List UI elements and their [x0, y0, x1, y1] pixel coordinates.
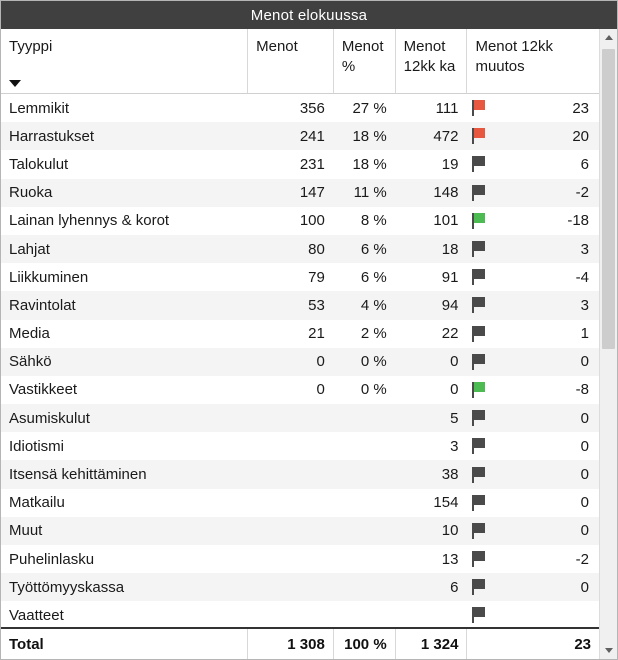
cell-percent: 27 %	[352, 99, 387, 117]
cell-type: Harrastukset	[9, 127, 95, 145]
column-header-percent[interactable]	[333, 29, 395, 93]
cell-percent	[333, 489, 395, 517]
total-row	[1, 627, 599, 659]
column-header-average-line2: 12kk ka	[403, 58, 456, 76]
table-row[interactable]	[1, 263, 599, 291]
cell-change-value: 1	[580, 325, 590, 343]
cell-average: 0	[450, 381, 459, 399]
flag-gray-icon	[472, 494, 490, 512]
table-row[interactable]	[1, 320, 599, 348]
cell-menot	[247, 460, 333, 488]
total-average: 1 324	[395, 629, 467, 659]
cell-type: Lemmikit	[9, 99, 70, 117]
cell-average: 154	[433, 494, 459, 512]
flag-gray-icon	[472, 409, 490, 427]
cell-type: Muut	[9, 522, 43, 540]
cell-change-value: 23	[572, 99, 590, 117]
cell-percent	[333, 432, 395, 460]
cell-average: 38	[441, 466, 459, 484]
cell-change	[466, 432, 599, 460]
cell-change-value: 3	[580, 296, 590, 314]
cell-change-value: -2	[575, 550, 590, 568]
cell-type: Puhelinlasku	[9, 550, 95, 568]
flag-gray-icon	[472, 240, 490, 258]
cell-change-value: 6	[580, 155, 590, 173]
cell-menot	[247, 489, 333, 517]
cell-percent: 8 %	[360, 212, 387, 230]
table-row[interactable]	[1, 179, 599, 207]
table-row[interactable]	[1, 94, 599, 122]
cell-type: Lainan lyhennys & korot	[9, 212, 170, 230]
cell-menot: 53	[308, 296, 325, 314]
table-row[interactable]	[1, 291, 599, 319]
cell-percent: 18 %	[352, 155, 387, 173]
flag-gray-icon	[472, 606, 490, 624]
scroll-up-button[interactable]	[600, 29, 617, 46]
cell-type: Itsensä kehittäminen	[9, 466, 147, 484]
flag-gray-icon	[472, 578, 490, 596]
page-title: Menot elokuussa	[250, 6, 368, 24]
cell-average: 13	[441, 550, 459, 568]
cell-change-value: -4	[575, 268, 590, 286]
table-row[interactable]	[1, 517, 599, 545]
cell-change-value: -18	[567, 212, 590, 230]
cell-average: 19	[441, 155, 459, 173]
table-header-row	[1, 29, 599, 94]
column-header-type[interactable]	[1, 29, 247, 93]
flag-red-icon	[472, 127, 490, 145]
cell-change	[466, 207, 599, 235]
cell-change-value: -2	[575, 184, 590, 202]
cell-menot: 21	[308, 325, 325, 343]
cell-change-value: -8	[575, 381, 590, 399]
cell-change-value: 0	[580, 466, 590, 484]
cell-change-value: 20	[572, 127, 590, 145]
table-body	[1, 94, 599, 627]
cell-change	[466, 573, 599, 601]
table-row[interactable]	[1, 601, 599, 627]
sort-descending-icon[interactable]	[9, 80, 21, 87]
table-row[interactable]	[1, 348, 599, 376]
table-row[interactable]	[1, 404, 599, 432]
cell-change	[466, 320, 599, 348]
flag-gray-icon	[472, 325, 490, 343]
cell-change-value: 0	[580, 353, 590, 371]
cell-menot	[247, 601, 333, 627]
cell-percent: 6 %	[360, 240, 387, 258]
flag-red-icon	[472, 99, 490, 117]
cell-change	[466, 122, 599, 150]
cell-change	[466, 601, 599, 627]
flag-gray-icon	[472, 550, 490, 568]
flag-green-icon	[472, 212, 490, 230]
cell-average: 0	[450, 353, 459, 371]
cell-percent: 18 %	[352, 127, 387, 145]
flag-green-icon	[472, 381, 490, 399]
flag-gray-icon	[472, 296, 490, 314]
cell-change	[466, 545, 599, 573]
cell-percent: 11 %	[353, 184, 387, 202]
cell-menot: 80	[308, 240, 325, 258]
flag-gray-icon	[472, 522, 490, 540]
cell-average: 3	[450, 437, 459, 455]
cell-menot: 356	[299, 99, 325, 117]
cell-change-value: 3	[580, 240, 590, 258]
cell-type: Liikkuminen	[9, 268, 89, 286]
flag-gray-icon	[472, 155, 490, 173]
cell-change	[466, 263, 599, 291]
cell-type: Työttömyyskassa	[9, 578, 125, 596]
cell-change	[466, 235, 599, 263]
cell-change	[466, 348, 599, 376]
cell-change	[466, 291, 599, 319]
cell-average: 22	[441, 325, 459, 343]
window-title-bar	[1, 1, 617, 29]
cell-menot: 0	[316, 381, 325, 399]
flag-gray-icon	[472, 466, 490, 484]
cell-type: Lahjat	[9, 240, 50, 258]
table-row[interactable]	[1, 150, 599, 178]
column-header-percent-line2: %	[341, 58, 356, 76]
cell-menot: 0	[316, 353, 325, 371]
flag-gray-icon	[472, 353, 490, 371]
column-header-menot[interactable]	[247, 29, 333, 93]
cell-change	[466, 94, 599, 122]
cell-type: Vastikkeet	[9, 381, 78, 399]
cell-percent	[333, 601, 395, 627]
cell-menot	[247, 545, 333, 573]
data-grid	[1, 29, 599, 659]
table-row[interactable]	[1, 235, 599, 263]
cell-average: 101	[433, 212, 459, 230]
flag-gray-icon	[472, 184, 490, 202]
cell-percent: 0 %	[360, 381, 387, 399]
table-row[interactable]	[1, 460, 599, 488]
cell-percent: 6 %	[360, 268, 387, 286]
cell-menot	[247, 404, 333, 432]
table-row[interactable]	[1, 432, 599, 460]
cell-type: Matkailu	[9, 494, 65, 512]
cell-menot: 100	[299, 212, 325, 230]
cell-change-value: 0	[580, 578, 590, 596]
cell-average: 111	[435, 99, 459, 117]
cell-percent: 2 %	[360, 325, 387, 343]
cell-change	[466, 404, 599, 432]
cell-average	[395, 601, 467, 627]
column-header-percent-line1: Menot	[341, 38, 384, 55]
total-percent: 100 %	[333, 629, 395, 659]
cell-average: 148	[433, 184, 459, 202]
column-header-menot-label: Menot	[256, 38, 298, 55]
cell-type: Vaatteet	[9, 606, 64, 624]
cell-type: Sähkö	[9, 353, 52, 371]
cell-change	[466, 460, 599, 488]
column-header-average-line1: Menot	[403, 38, 446, 55]
cell-menot	[247, 573, 333, 601]
cell-average: 5	[450, 409, 459, 427]
cell-change-value: 0	[580, 522, 590, 540]
column-header-change[interactable]	[466, 29, 599, 93]
cell-percent: 0 %	[360, 353, 387, 371]
cell-type: Talokulut	[9, 155, 69, 173]
cell-percent	[333, 573, 395, 601]
total-label: Total	[9, 635, 44, 653]
cell-percent	[333, 517, 395, 545]
cell-change	[466, 376, 599, 404]
column-header-change-line2: muutos	[475, 58, 525, 76]
cell-average: 10	[441, 522, 459, 540]
cell-average: 94	[441, 296, 459, 314]
cell-percent: 4 %	[360, 296, 387, 314]
cell-change-value: 0	[580, 494, 590, 512]
cell-menot: 79	[308, 268, 325, 286]
scroll-down-button[interactable]	[600, 642, 617, 659]
vertical-scrollbar[interactable]	[599, 29, 617, 659]
cell-change	[466, 489, 599, 517]
cell-type: Idiotismi	[9, 437, 65, 455]
cell-change-value: 0	[580, 437, 590, 455]
cell-average: 6	[450, 578, 459, 596]
table-row[interactable]	[1, 122, 599, 150]
cell-menot: 147	[299, 184, 325, 202]
scrollbar-thumb[interactable]	[602, 49, 615, 349]
cell-percent	[333, 545, 395, 573]
table-row[interactable]	[1, 545, 599, 573]
table-row[interactable]	[1, 573, 599, 601]
cell-menot: 231	[299, 155, 325, 173]
cell-average: 18	[441, 240, 459, 258]
cell-menot	[247, 517, 333, 545]
column-header-change-line1: Menot 12kk	[475, 38, 553, 55]
cell-type: Media	[9, 325, 50, 343]
cell-change	[466, 150, 599, 178]
triangle-down-icon	[605, 648, 613, 653]
flag-gray-icon	[472, 268, 490, 286]
cell-percent	[333, 404, 395, 432]
flag-gray-icon	[472, 437, 490, 455]
cell-change	[466, 179, 599, 207]
cell-average: 472	[433, 127, 459, 145]
cell-change-value: 0	[580, 409, 590, 427]
table-row[interactable]	[1, 207, 599, 235]
column-header-average[interactable]	[395, 29, 467, 93]
cell-menot: 241	[299, 127, 325, 145]
cell-type: Asumiskulut	[9, 409, 90, 427]
scroll-wrap	[1, 29, 617, 659]
table-row[interactable]	[1, 489, 599, 517]
cell-type: Ruoka	[9, 184, 53, 202]
cell-average: 91	[441, 268, 459, 286]
column-header-type-label: Tyyppi	[9, 38, 53, 55]
table-area	[1, 29, 617, 659]
cell-menot	[247, 432, 333, 460]
cell-change	[466, 517, 599, 545]
total-change: 23	[466, 629, 599, 659]
cell-type: Ravintolat	[9, 296, 76, 314]
total-menot: 1 308	[247, 629, 333, 659]
table-row[interactable]	[1, 376, 599, 404]
cell-percent	[333, 460, 395, 488]
triangle-up-icon	[605, 35, 613, 40]
